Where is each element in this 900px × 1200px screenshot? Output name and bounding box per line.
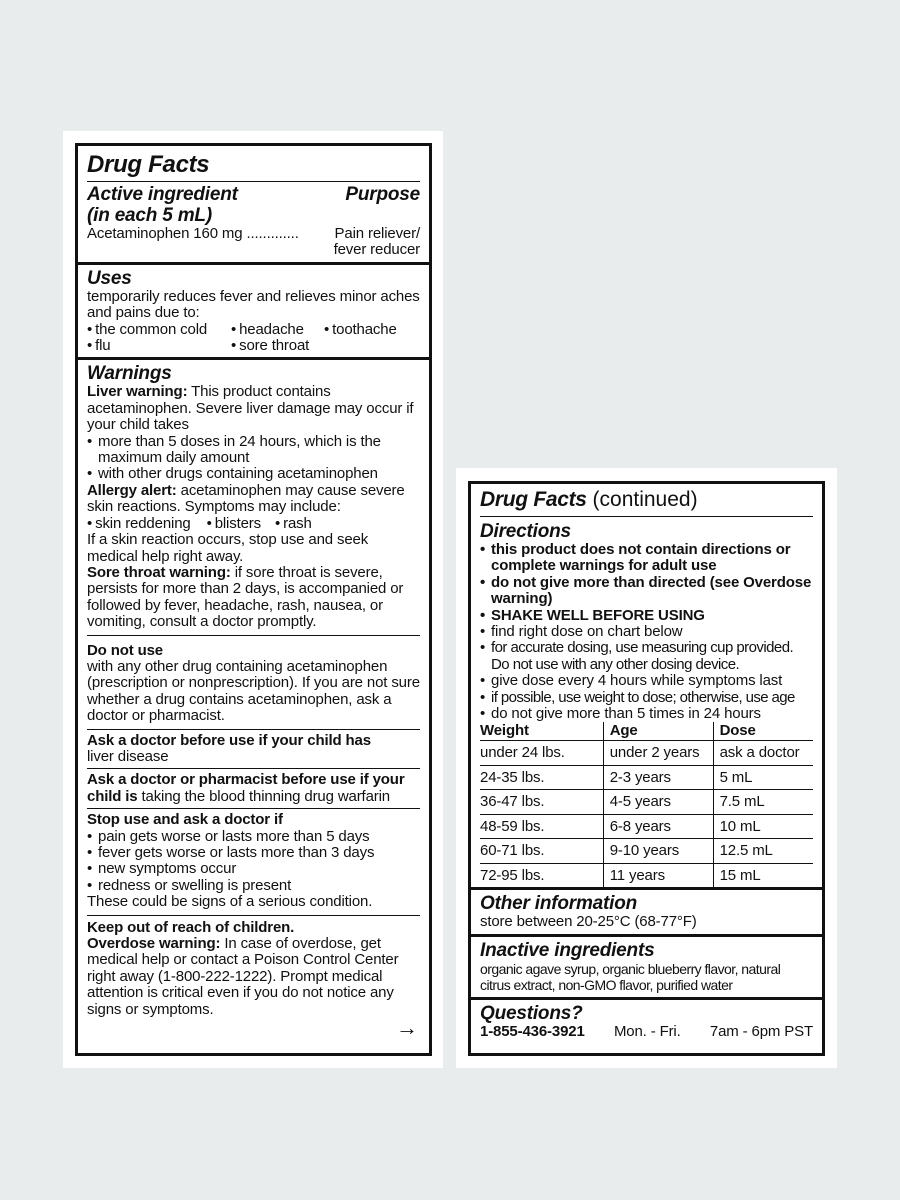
contact-days: Mon. - Fri.	[613, 1022, 681, 1040]
stop-use-item: • redness or swelling is present	[87, 878, 420, 894]
table-row	[480, 741, 813, 766]
allergy-alert-text: acetaminophen may cause severe skin reactions. Symptoms may include:	[87, 481, 405, 516]
dose-cell: 15 mL	[713, 863, 813, 887]
other-information-text: store between 20-25°C (68-77°F)	[480, 913, 697, 931]
liver-item: • more than 5 doses in 24 hours, which is the maximum daily amount	[87, 434, 420, 467]
sore-throat-text: if sore throat is severe, persists for more than 2 days, is accompanied or followed by fever, headache, rash, nausea, or vomiting, consult a doctor promptly.	[87, 563, 404, 631]
ask-pharmacist	[87, 772, 420, 805]
stop-use-heading: Stop use and ask a doctor if	[87, 811, 283, 829]
do-not-use-text: with any other drug containing acetaminophen (prescription or nonprescription). If you are not sure whether a drug contains acetaminophen, ask a doctor or pharmacist.	[87, 657, 420, 725]
direction-item: • for accurate dosing, use measuring cup provided. Do not use with any other dosing device.	[480, 640, 813, 673]
stop-use-section	[87, 808, 420, 914]
column-header: Age	[603, 722, 713, 741]
uses-section	[78, 262, 429, 358]
age-cell: 6-8 years	[603, 814, 713, 839]
use-item: • sore throat	[231, 338, 324, 354]
use-item: • headache	[231, 322, 324, 338]
arrow-right-icon: →	[396, 1015, 418, 1041]
ingredient-cell	[87, 226, 299, 259]
warnings-heading: Warnings	[87, 363, 172, 385]
use-item: • the common cold	[87, 322, 231, 338]
active-ingredient-subheading: (in each 5 mL)	[87, 205, 212, 226]
uses-list	[87, 322, 420, 355]
liver-item: • with other drugs containing acetaminophen	[87, 466, 420, 482]
stop-use-item: • pain gets worse or lasts more than 5 days	[87, 829, 420, 845]
direction-item: • do not give more than 5 times in 24 hours	[480, 706, 813, 722]
leader-dots: .............	[246, 225, 299, 242]
weight-cell: 60-71 lbs.	[480, 839, 603, 864]
weight-cell: under 24 lbs.	[480, 741, 603, 766]
sore-throat-warning	[87, 565, 420, 635]
use-item: • toothache	[324, 322, 420, 338]
uses-heading: Uses	[87, 267, 132, 289]
allergy-alert	[87, 483, 420, 516]
panel-title	[480, 487, 813, 513]
contact-hours: 7am - 6pm PST	[709, 1022, 813, 1040]
do-not-use-heading: Do not use	[87, 641, 163, 659]
keep-out-heading: Keep out of reach of children.	[87, 918, 295, 936]
dose-cell: 5 mL	[713, 765, 813, 790]
allergy-after: If a skin reaction occurs, stop use and seek medical help right away.	[87, 531, 369, 565]
direction-item: • do not give more than directed (see Overdose warning)	[480, 575, 813, 608]
dose-cell: 10 mL	[713, 814, 813, 839]
other-information-section	[471, 887, 822, 933]
overdose-label: Overdose warning:	[87, 935, 221, 953]
stop-use-item: • new symptoms occur	[87, 861, 420, 877]
ask-doctor-text: liver disease	[87, 747, 169, 765]
age-cell: 9-10 years	[603, 839, 713, 864]
warnings-section	[78, 357, 429, 634]
header-section	[78, 146, 429, 262]
active-header-row	[87, 184, 420, 205]
questions-heading: Questions?	[480, 1002, 583, 1024]
liver-warning-label: Liver warning:	[87, 383, 188, 401]
symptom-item: • rash	[275, 516, 312, 532]
weight-cell: 24-35 lbs.	[480, 765, 603, 790]
liver-warning	[87, 384, 420, 433]
column-header: Weight	[480, 722, 603, 741]
column-header: Dose	[713, 722, 813, 741]
table-row	[480, 790, 813, 815]
do-not-use-section	[87, 635, 420, 729]
questions-contact	[480, 1024, 813, 1040]
panel-title-main: Drug Facts	[480, 488, 587, 511]
purpose-line-1: Pain reliever/	[334, 225, 420, 242]
ingredient-name: Acetaminophen 160 mg	[87, 225, 243, 242]
title-rule	[87, 181, 420, 182]
overdose-warning	[87, 936, 420, 1018]
keep-out-section	[87, 915, 420, 1041]
direction-item: • SHAKE WELL BEFORE USING	[480, 608, 813, 624]
age-cell: 2-3 years	[603, 765, 713, 790]
uses-intro: temporarily reduces fever and relieves minor aches and pains due to:	[87, 287, 420, 322]
dose-cell: 7.5 mL	[713, 790, 813, 815]
active-ingredient-heading: Active ingredient	[87, 184, 238, 205]
age-cell: 4-5 years	[603, 790, 713, 815]
weight-cell: 48-59 lbs.	[480, 814, 603, 839]
symptom-item: • skin reddening	[87, 516, 191, 532]
weight-cell: 72-95 lbs.	[480, 866, 545, 884]
questions-section	[471, 997, 822, 1040]
phone-number[interactable]: 1-855-436-3921	[480, 1022, 585, 1040]
direction-item: • this product does not contain directions or complete warnings for adult use	[480, 542, 813, 575]
table-row	[480, 814, 813, 839]
direction-item: • find right dose on chart below	[480, 624, 813, 640]
panel-title: Drug Facts	[87, 151, 210, 178]
weight-cell: 36-47 lbs.	[480, 790, 603, 815]
stop-use-item: • fever gets worse or lasts more than 3 days	[87, 845, 420, 861]
use-item: • flu	[87, 338, 231, 354]
liver-warning-text: This product contains acetaminophen. Severe liver damage may occur if your child takes	[87, 383, 414, 434]
dose-table-header	[480, 722, 813, 741]
allergy-symptoms	[87, 516, 420, 532]
stop-use-after: These could be signs of a serious condition.	[87, 893, 373, 911]
direction-item: • if possible, use weight to dose; otherwise, use age	[480, 690, 813, 706]
panel-title-suffix: (continued)	[586, 488, 698, 511]
direction-item: • give dose every 4 hours while symptoms last	[480, 673, 813, 689]
dose-table	[480, 722, 813, 887]
inactive-ingredients-text: organic agave syrup, organic blueberry flavor, natural citrus extract, non-GMO flavor, purified water	[480, 960, 781, 994]
age-cell: 11 years	[603, 863, 713, 887]
ingredient-purpose	[334, 226, 420, 259]
dose-cell: 12.5 mL	[713, 839, 813, 864]
purpose-line-2: fever reducer	[333, 241, 420, 259]
table-row	[480, 863, 813, 887]
drug-facts-panel-1	[63, 131, 443, 1068]
overdose-text: In case of overdose, get medical help or contact a Poison Control Center right away (1-800-222-1222). Prompt medical attention is critical even if you do not notice any signs or symptoms.	[87, 935, 399, 1018]
drug-facts-panel-2	[456, 468, 837, 1068]
drug-facts-box	[468, 481, 825, 1056]
ask-pharmacist-section	[87, 768, 420, 808]
directions-heading: Directions	[480, 521, 571, 542]
title-rule	[480, 516, 813, 517]
sore-throat-label: Sore throat warning:	[87, 563, 231, 581]
dose-cell: ask a doctor	[713, 741, 813, 766]
allergy-alert-label: Allergy alert:	[87, 481, 177, 499]
other-information-heading: Other information	[480, 893, 638, 915]
ask-doctor-section	[87, 729, 420, 769]
inactive-ingredients-heading: Inactive ingredients	[480, 939, 655, 961]
ask-doctor-heading: Ask a doctor before use if your child has	[87, 731, 371, 749]
ask-pharmacist-text: taking the blood thinning drug warfarin	[137, 787, 390, 805]
header-section	[471, 484, 822, 887]
table-row	[480, 839, 813, 864]
symptom-item: • blisters	[207, 516, 261, 532]
purpose-heading: Purpose	[345, 184, 420, 205]
ingredient-row	[87, 226, 420, 262]
ask-pharmacist-heading: Ask a doctor or pharmacist before use if your child is	[87, 771, 405, 805]
age-cell: under 2 years	[603, 741, 713, 766]
drug-facts-box	[75, 143, 432, 1056]
table-row	[480, 765, 813, 790]
inactive-ingredients-section	[471, 934, 822, 997]
